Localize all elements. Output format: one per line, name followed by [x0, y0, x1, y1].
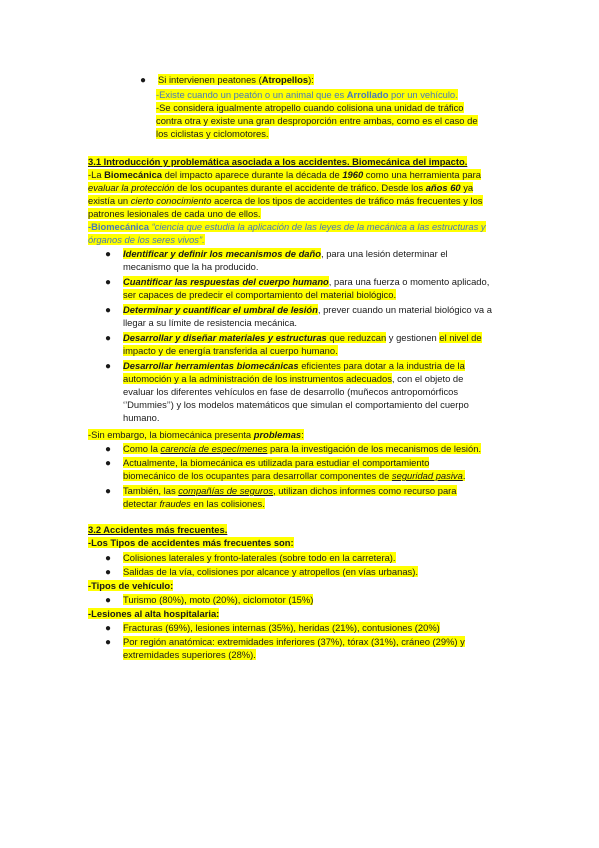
text: -Se considera igualmente atropello cuando colisiona una unidad de tráfico	[156, 102, 464, 113]
list-item: Identificar y definir los mecanismos de daño, para una lesión determinar el mecanismo que la ha producido.	[123, 248, 448, 272]
bullet-icon: ●	[105, 458, 112, 469]
injury-label: -Lesiones al alta hospitalaria:	[88, 608, 220, 619]
bullet-icon: ●	[105, 637, 112, 648]
text: ):	[308, 74, 314, 85]
text-bold: Arrollado	[346, 89, 389, 100]
bullet-icon: ●	[140, 75, 147, 86]
bullet-icon: ●	[105, 486, 112, 497]
problems-intro: -Sin embargo, la biomecánica presenta problemas:	[88, 429, 304, 440]
section-3-2: 3.2 Accidentes más frecuentes. -Los Tipos de accidentes más frecuentes son:	[88, 523, 516, 549]
list-item: Como la carencia de especímenes para la investigación de los mecanismos de lesión.	[123, 443, 482, 454]
section-3-1: 3.1 Introducción y problemática asociada a los accidentes. Biomecánica del impacto. -La Biomecánica del impacto aparece durante la década de 1960 como una herramienta para evaluar la protección de los ocupantes durante el accidente de tráfico. Desde los años 60 ya existía un cierto conocimiento acerca de los tipos de accidentes de tráfico más frecuentes y los patrones lesionales de cada uno de ellos. -Biomecánica “ciencia que estudia la aplicación de las leyes de la mecánica a las estructuras y órganos de los seres vivos”.	[88, 155, 516, 246]
bullet-icon: ●	[105, 361, 112, 372]
text: contra otra y existe una gran desproporción entre ambas, como es el caso de	[156, 115, 478, 126]
text: Si intervienen peatones (	[158, 74, 262, 85]
bullet-icon: ●	[105, 333, 112, 344]
text: los ciclistas y ciclomotores.	[156, 128, 269, 139]
bullet-icon: ●	[105, 249, 112, 260]
list-item: Desarrollar herramientas biomecánicas eficientes para dotar a la industria de la automoción y a la administración de los instrumentos adecuados, con el objeto de evaluar los diferentes vehículos en fase de desarrollo (muñecos antropomórficos ‘’Dummies’’) y los modelos matemáticos que simulan el comportamiento del cuerpo humano.	[123, 360, 469, 423]
bullet-icon: ●	[105, 595, 112, 606]
bullet-icon: ●	[105, 623, 112, 634]
bullet-icon: ●	[105, 305, 112, 316]
list-item: Actualmente, la biomecánica es utilizada para estudiar el comportamiento biomecánico de los ocupantes para desarrollar componentes de seguridad pasiva.	[123, 457, 466, 481]
sub-paragraph	[156, 88, 516, 140]
list-item: Fracturas (69%), lesiones internas (35%), heridas (21%), contusiones (20%)	[123, 622, 440, 633]
list-item: Turismo (80%), moto (20%), ciclomotor (15%)	[123, 594, 314, 605]
list-item: Desarrollar y diseñar materiales y estructuras que reduzcan y gestionen el nivel de impacto y de energía transferida al cuerpo humano.	[123, 332, 482, 356]
text: -Existe cuando un peatón o un animal que es	[156, 89, 347, 100]
text-bold: Atropellos	[261, 74, 309, 85]
text: por un vehículo.	[388, 89, 458, 100]
list-item: Salidas de la vía, colisiones por alcance y atropellos (en vías urbanas).	[123, 566, 418, 577]
section-heading: 3.1 Introducción y problemática asociada a los accidentes. Biomecánica del impacto.	[88, 156, 468, 167]
list-item: Colisiones laterales y fronto-laterales (sobre todo en la carretera).	[123, 552, 396, 563]
list-item: Por región anatómica: extremidades inferiores (37%), tórax (31%), cráneo (29%) y extremidades superiores (28%).	[123, 636, 465, 660]
list-item: También, las compañías de seguros, utilizan dichos informes como recurso para detectar fraudes en las colisiones.	[123, 485, 457, 509]
bullet-icon: ●	[105, 277, 112, 288]
bullet-atropellos	[158, 73, 586, 86]
list-item: Cuantificar las respuestas del cuerpo humano, para una fuerza o momento aplicado, ser capaces de predecir el comportamiento del material biológico.	[123, 276, 490, 300]
list-item: Determinar y cuantificar el umbral de lesión, prever cuando un material biológico va a llegar a su límite de resistencia mecánica.	[123, 304, 492, 328]
bullet-icon: ●	[105, 567, 112, 578]
vehicle-label: -Tipos de vehículo:	[88, 580, 174, 591]
bullet-icon: ●	[105, 444, 112, 455]
section-heading: 3.2 Accidentes más frecuentes.	[88, 524, 228, 535]
bullet-icon: ●	[105, 553, 112, 564]
